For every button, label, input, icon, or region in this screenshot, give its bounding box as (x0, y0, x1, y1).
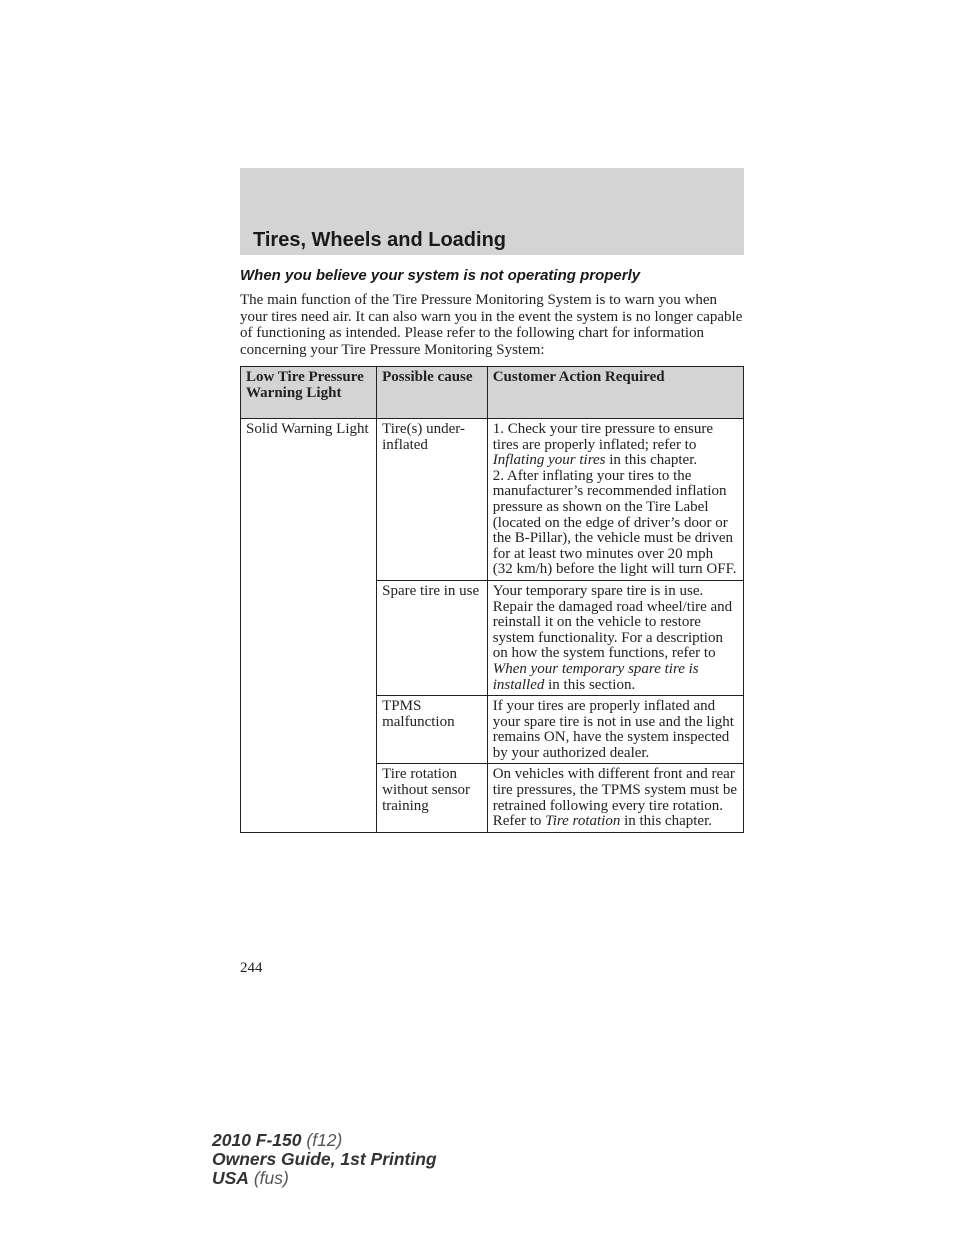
print-footer (212, 1131, 437, 1188)
action-text: (32 km/h) before the light will turn OFF. (492, 561, 737, 578)
action-text: in this chapter. (605, 452, 698, 469)
action-text: Your temporary spare tire is in use. Repair the damaged road wheel/tire and reinstall it on the vehicle to restore system functionality. For a description on how the system functions, refer to (492, 582, 733, 662)
action-cell (487, 419, 743, 581)
footer-model: 2010 F-150 (212, 1130, 302, 1150)
subheading: When you believe your system is not operating properly (240, 267, 641, 284)
footer-market-code: (fus) (248, 1168, 289, 1188)
header-warning-light: Low Tire Pressure Warning Light (241, 367, 377, 419)
table-header-row (241, 367, 744, 419)
action-text: 1. Check your tire pressure to ensure tires are properly inflated; refer to (492, 421, 714, 453)
page-number: 244 (240, 960, 263, 976)
action-reference: Tire rotation (545, 813, 621, 830)
cause-cell: Tire rotation without sensor training (377, 764, 488, 832)
cause-cell: Tire(s) under-inflated (377, 419, 488, 581)
cause-cell: TPMS malfunction (377, 696, 488, 764)
action-reference: When your temporary spare tire is installed (492, 660, 699, 693)
header-customer-action: Customer Action Required (487, 367, 743, 419)
footer-line (212, 1169, 437, 1188)
action-text: If your tires are properly inflated and your spare tire is not in use and the light remains ON, have the system inspected by your authorized dealer. (492, 698, 734, 761)
table-row (241, 419, 744, 581)
intro-paragraph: The main function of the Tire Pressure Monitoring System is to warn you when your tires need air. It can also warn you in the event the system is no longer capable of functioning as intended. Please refer to the following chart for information concerning your Tire Pressure Monitoring System: (240, 292, 743, 358)
action-text: On vehicles with different front and rear tire pressures, the TPMS system must be retrained following every tire rotation. Refer to (492, 766, 737, 830)
action-cell (487, 580, 743, 695)
footer-line (212, 1131, 437, 1150)
warning-light-cell: Solid Warning Light (241, 419, 377, 833)
action-cell (487, 696, 743, 764)
section-title: Tires, Wheels and Loading (253, 229, 507, 251)
header-possible-cause: Possible cause (377, 367, 488, 419)
action-text: in this chapter. (620, 813, 712, 830)
action-cell (487, 764, 743, 832)
footer-code: (f12) (301, 1130, 343, 1150)
footer-market: USA (212, 1168, 249, 1188)
cause-cell: Spare tire in use (377, 580, 488, 695)
footer-line (212, 1150, 437, 1169)
footer-edition: Owners Guide, 1st Printing (212, 1149, 437, 1169)
action-text: in this section. (544, 676, 636, 693)
action-text: 2. After inflating your tires to the manufacturer’s recommended inflation pressure as shown on the Tire Label (located on the edge of driver’s door or the B-Pillar), the vehicle must be driven for at least two minutes over 20 mph (492, 467, 734, 562)
tpms-table (240, 366, 744, 833)
action-reference: Inflating your tires (492, 452, 606, 469)
section-header (240, 168, 744, 255)
